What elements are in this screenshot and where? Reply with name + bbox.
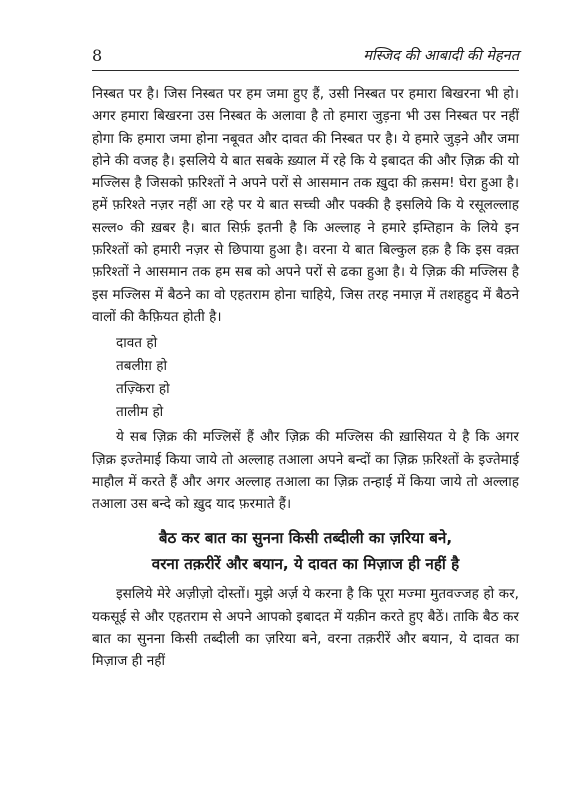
body-paragraph: इसलिये मेरे अज़ीज़ो दोस्तों। मुझे अर्ज़ ये करना है कि पूरा मज्मा मुतवज्जह हो कर, यकसूई से और एहतराम से अपने आपको इबादत में यक़ीन करते हुए बैठें। ताकि बैठ कर बात का सुनना किसी तब्दीली का ज़रिया बने, वरना तक़रीरें और बयान, ये दावत का मिज़ाज ही नहीं xyxy=(92,586,519,670)
section-heading-line: बैठ कर बात का सुनना किसी तब्दीली का ज़रिया बने, xyxy=(158,529,453,548)
activity-list xyxy=(92,332,519,424)
page-number: 8 xyxy=(92,46,103,65)
body-paragraph: निस्बत पर है। जिस निस्बत पर हम जमा हुए हैं, उसी निस्बत पर हमारा बिखरना भी हो। अगर हमारा बिखरना उस निस्बत के अलावा है तो हमारा जुड़ना भी उस निस्बत पर नहीं होगा कि हमारा जमा होना नबूवत और दावत की निस्बत पर है। ये हमारे जुड़ने और जमा होने की वजह है। इसलिये ये बात सबके ख़्याल में रहे कि ये इबादत की और ज़िक्र की यो मज्लिस है जिसको फ़रिश्तों ने अपने परों से आसमान तक ख़ुदा की क़सम! घेरा हुआ है। हमें फ़रिश्ते नज़र नहीं आ रहे पर ये बात सच्ची और पक्की है इसलिये कि ये रसूलल्लाह सल्ल० की ख़बर है। बात सिर्फ़ इतनी है कि अल्लाह ने हमारे इम्तिहान के लिये इन फ़रिश्तों को हमारी नज़र से छिपाया हुआ है। वरना ये बात बिल्कुल हक़ है कि इस वक़्त फ़रिश्तों ने आसमान तक हम सब को अपने परों से ढका हुआ है। ये ज़िक्र की मज्लिस है इस मज्लिस में बैठने का वो एहतराम होना चाहिये, जिस तरह नमाज़ में तशहहुद में बैठने वालों की कैफ़ियत होती है। xyxy=(92,86,519,325)
list-item: तबलीग़ हो xyxy=(116,358,167,375)
page-header xyxy=(92,44,519,71)
section-heading-line: वरना तक़रीरें और बयान, ये दावत का मिज़ाज ही नहीं है xyxy=(151,555,460,574)
section-heading xyxy=(92,525,519,577)
list-item: दावत हो xyxy=(116,335,158,352)
running-title: मस्जिद की आबादी की मेहनत xyxy=(363,48,519,64)
body-paragraph: ये सब ज़िक्र की मज्लिसें हैं और ज़िक्र की मज्लिस की ख़ासियत ये है कि अगर ज़िक्र इज्तेमाई किया जाये तो अल्लाह तआला अपने बन्दों का ज़िक्र फ़रिश्तों के इज्तेमाई माहौल में करते हैं और अगर अल्लाह तआला का ज़िक्र तन्हाई में किया जाये तो अल्लाह तआला उस बन्दे को ख़ुद याद फ़रमाते हैं। xyxy=(92,429,519,513)
list-item: तालीम हो xyxy=(116,404,164,421)
list-item: तज़्किरा हो xyxy=(116,381,170,398)
